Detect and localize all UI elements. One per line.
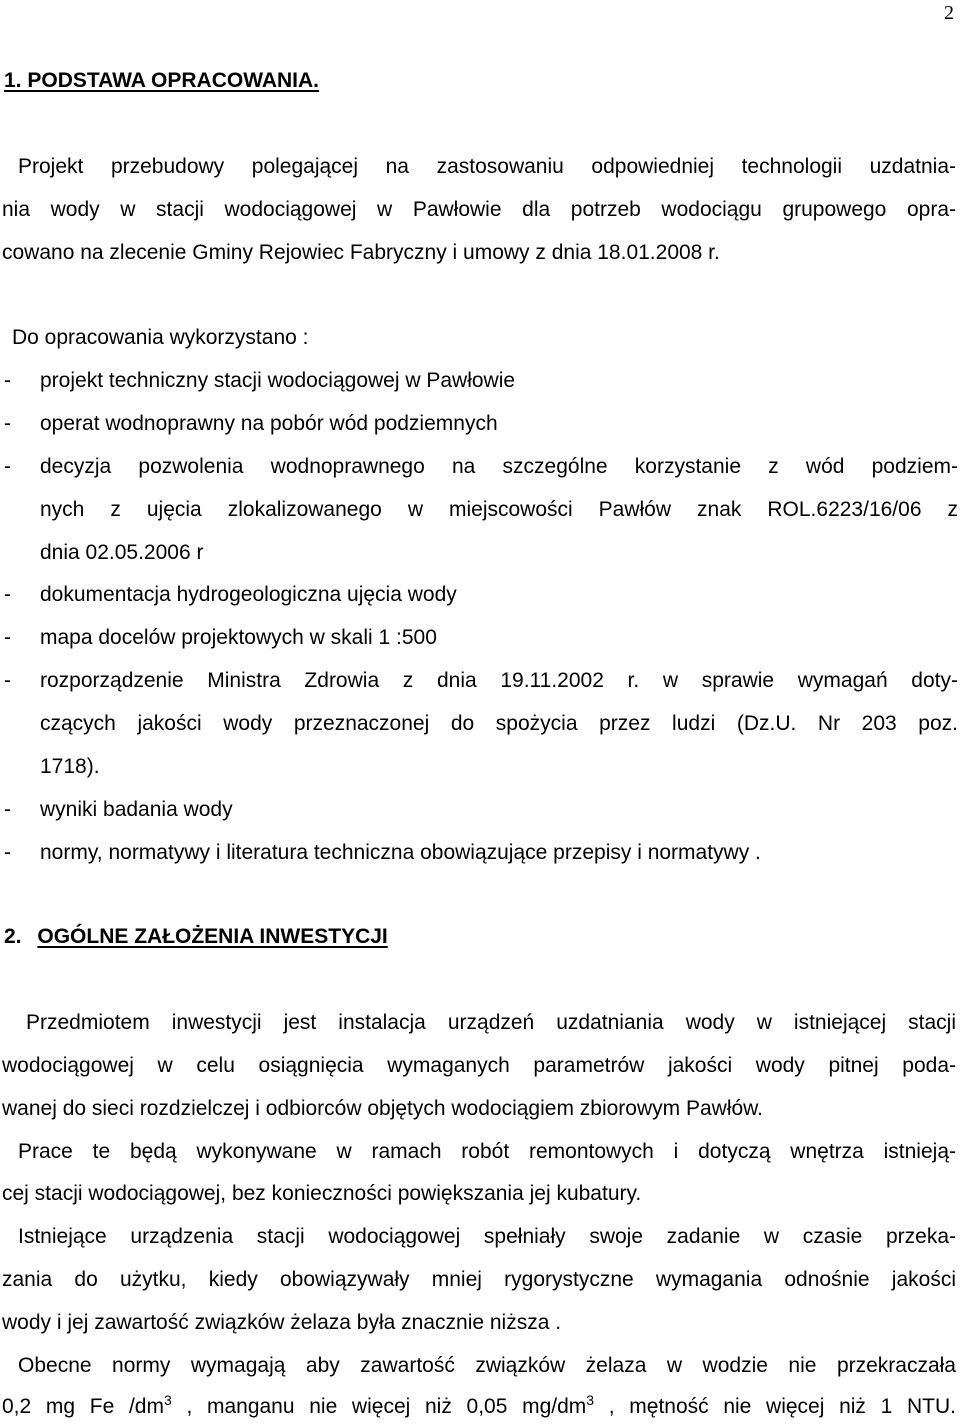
intro-line-1: Projekt przebudowy polegającej na zastosowaniu odpowiedniej technologii uzdatnia- — [18, 155, 956, 178]
para-4-line-2: 0,2 mg Fe $/dm^3$ , manganu nie więcej niż 0,05 $mg/dm^3$ , mętność nie więcej niż 1 NTU. — [2, 1392, 956, 1418]
section-2-number: 2. — [4, 925, 22, 948]
para-3-line-3: wody i jej zawartość związków żelaza była znacznie niższa . — [2, 1311, 562, 1334]
intro-line-2: nia wody w stacji wodociągowej w Pawłowie dla potrzeb wodociągu grupowego opra- — [2, 198, 956, 221]
para-1-line-3: wanej do sieci rozdzielczej i odbiorców objętych wodociągiem zbiorowym Pawłów. — [2, 1097, 764, 1120]
sources-title: Do opracowania wykorzystano : — [12, 326, 309, 349]
para-2-line-2: cej stacji wodociągowej, bez konieczności powiększania jej kubatury. — [2, 1182, 642, 1205]
para-4-line-1: Obecne normy wymagają aby zawartość związków żelaza w wodzie nie przekraczała — [18, 1354, 956, 1377]
para-3-line-1: Istniejące urządzenia stacji wodociągowej spełniały swoje zadanie w czasie przeka- — [18, 1225, 956, 1248]
intro-line-3: cowano na zlecenie Gminy Rejowiec Fabryczny i umowy z dnia 18.01.2008 r. — [2, 241, 720, 264]
para-1-line-2: wodociągowej w celu osiągnięcia wymaganych parametrów jakości wody pitnej poda- — [2, 1054, 956, 1077]
section-1-heading: 1. PODSTAWA OPRACOWANIA. — [4, 69, 320, 92]
section-2-heading — [4, 924, 388, 950]
section-2-title: OGÓLNE ZAŁOŻENIA INWESTYCJI — [37, 925, 388, 948]
para-2-line-1: Prace te będą wykonywane w ramach robót remontowych i dotyczą wnętrza istnieją- — [18, 1140, 956, 1163]
para-3-line-2: zania do użytku, kiedy obowiązywały mniej rygorystyczne wymagania odnośnie jakości — [2, 1268, 956, 1291]
para-1-line-1: Przedmiotem inwestycji jest instalacja urządzeń uzdatniania wody w istniejącej stacji — [26, 1011, 956, 1034]
page-number: 2 — [944, 2, 954, 24]
